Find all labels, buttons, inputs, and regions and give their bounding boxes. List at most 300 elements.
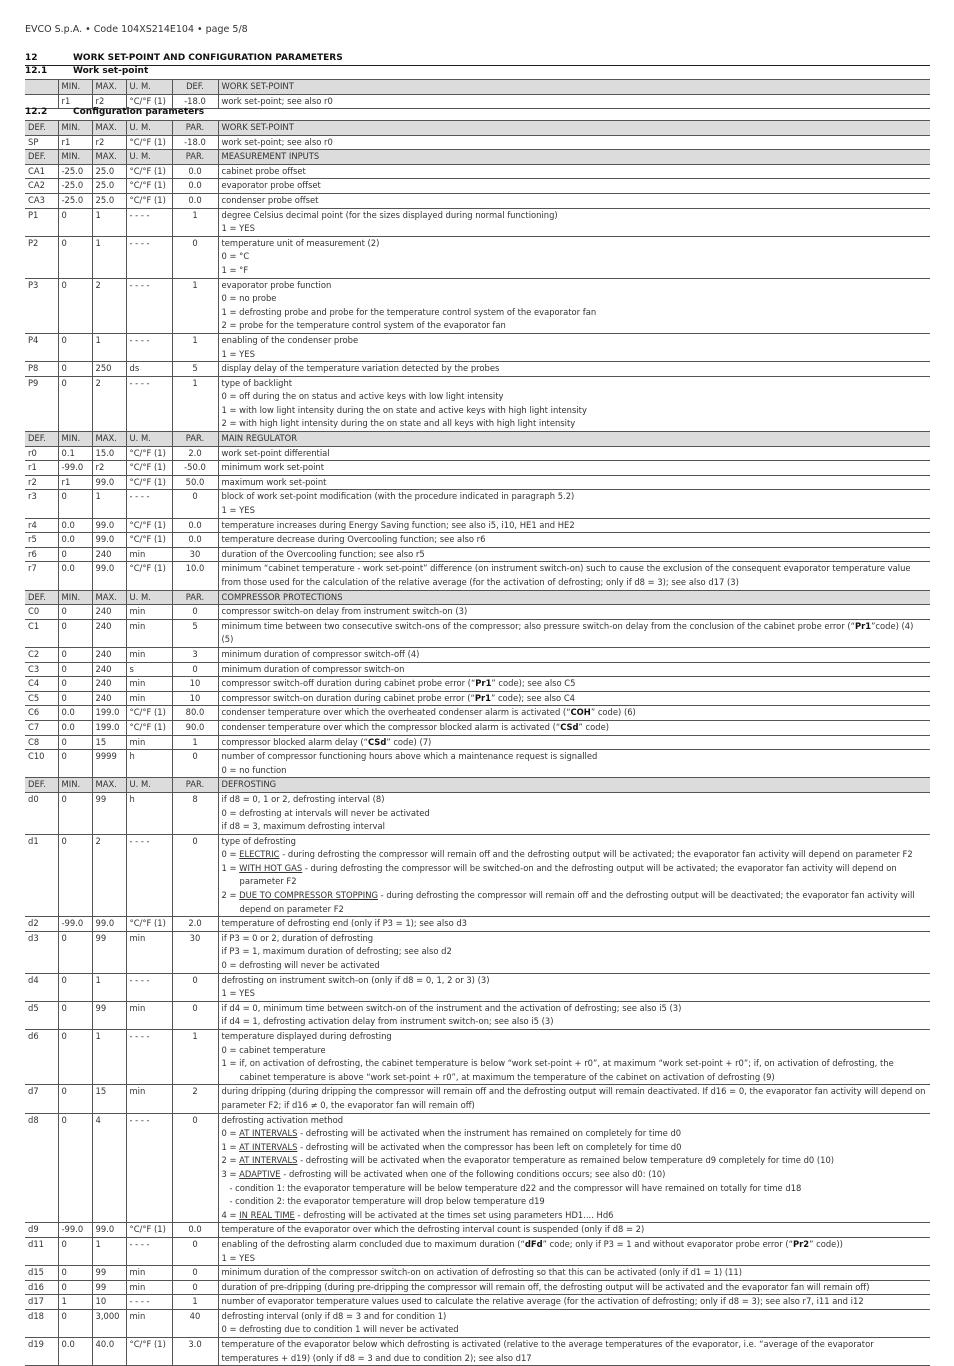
- table-row: [25, 236, 930, 278]
- table-row: [25, 931, 930, 973]
- min-value-cell: 0: [58, 1001, 92, 1029]
- description-option: [222, 848, 928, 862]
- max-value-cell: 99.0: [92, 1223, 126, 1238]
- param-code-cell: d0: [25, 792, 58, 834]
- description-line: 1 = YES: [221, 1252, 255, 1263]
- default-value-cell: 3: [172, 647, 218, 662]
- max-value-cell: 1: [92, 1237, 126, 1265]
- description-cell: evaporator probe offset: [218, 179, 930, 194]
- description-cell: display delay of the temperature variation detected by the probes: [218, 362, 930, 377]
- option-text: - defrosting will be activated when the evaporator temperature as remained below temperature d9 completely for time d0 (10): [297, 1155, 835, 1166]
- unit-cell: min: [126, 605, 172, 620]
- param-code-cell: d8: [25, 1113, 58, 1223]
- description-line: 0 = cabinet temperature: [221, 1044, 326, 1055]
- param-code-cell: C5: [25, 691, 58, 706]
- min-value-cell: MIN.: [58, 121, 92, 136]
- description-option: [222, 1141, 928, 1155]
- section-12-2-heading: [25, 107, 930, 117]
- default-value-cell: 0: [172, 490, 218, 518]
- text: enabling of the defrosting alarm concluded due to maximum duration (“: [221, 1238, 525, 1249]
- error-code: CSd: [367, 736, 387, 747]
- description-line: [222, 692, 928, 706]
- table-row: [25, 475, 930, 490]
- option-name: ADAPTIVE: [239, 1168, 281, 1179]
- error-code: Pr1: [474, 692, 491, 703]
- error-code: Pr2: [793, 1238, 810, 1249]
- max-value-cell: 2: [92, 278, 126, 333]
- unit-cell: °C/°F (1): [126, 461, 172, 476]
- table-row: [25, 193, 930, 208]
- max-value-cell: 240: [92, 547, 126, 562]
- max-value-cell: 15: [92, 735, 126, 750]
- unit-cell: min: [126, 1280, 172, 1295]
- default-value-cell: 1: [172, 1030, 218, 1085]
- table-row: [25, 647, 930, 662]
- param-code-cell: SP: [25, 135, 58, 150]
- table-header-row: [25, 432, 930, 447]
- table-row: [25, 490, 930, 518]
- description-cell: COMPRESSOR PROTECTIONS: [218, 590, 930, 605]
- unit-cell: - - - -: [126, 208, 172, 236]
- text: ” code; only if P3 = 1 and without evaporator probe error (“: [542, 1238, 794, 1249]
- table-row: [25, 706, 930, 721]
- description-cell: number of evaporator temperature values used to calculate the relative average (for the activation of defrosting; only if d8 = 3); see also r7, i11 and i12: [218, 1295, 930, 1310]
- description-line: if d4 = 1, defrosting activation delay from instrument switch-on; see also i5 (3): [221, 1016, 554, 1027]
- min-value-cell: 0: [58, 677, 92, 692]
- description-line: temperature displayed during defrosting: [221, 1031, 392, 1041]
- description-cell: [218, 376, 930, 431]
- table-row: [25, 735, 930, 750]
- min-value-cell: -99.0: [58, 917, 92, 932]
- max-value-cell: 99: [92, 931, 126, 973]
- default-value-cell: PAR.: [172, 150, 218, 165]
- param-code-cell: r5: [25, 533, 58, 548]
- unit-cell: - - - -: [126, 1030, 172, 1085]
- unit-cell: min: [126, 647, 172, 662]
- option-prefix: 1 =: [221, 862, 240, 873]
- option-name: IN REAL TIME: [239, 1209, 295, 1220]
- table-row: [25, 547, 930, 562]
- description-cell: minimum duration of compressor switch-off (4): [218, 647, 930, 662]
- description-line: if P3 = 0 or 2, duration of defrosting: [221, 932, 374, 943]
- option-name: DUE TO COMPRESSOR STOPPING: [239, 890, 378, 901]
- param-code-cell: C7: [25, 720, 58, 735]
- text: condenser temperature over which the overheated condenser alarm is activated (“: [221, 707, 571, 718]
- table-row: [25, 533, 930, 548]
- description-line: 2 = with high light intensity during the on state and all keys with high light intensity: [221, 418, 576, 429]
- section-title: WORK SET-POINT AND CONFIGURATION PARAMETERS: [73, 53, 343, 63]
- table-header-row: [25, 80, 930, 95]
- table-row: [25, 1113, 930, 1223]
- min-value-cell: r1: [58, 135, 92, 150]
- unit-cell: - - - -: [126, 1295, 172, 1310]
- table-row: [25, 446, 930, 461]
- description-option: [222, 1168, 928, 1182]
- description-line: [222, 721, 928, 735]
- max-value-cell: 199.0: [92, 720, 126, 735]
- max-value-cell: 99.0: [92, 562, 126, 590]
- max-value-cell: 40.0: [92, 1338, 126, 1366]
- description-option: [222, 889, 928, 916]
- default-value-cell: 0: [172, 236, 218, 278]
- description-option: [222, 1127, 928, 1141]
- default-value-cell: 0: [172, 1280, 218, 1295]
- param-code-cell: [25, 80, 58, 95]
- table-row: [25, 1085, 930, 1113]
- description-cell: condenser probe offset: [218, 193, 930, 208]
- param-code-cell: r6: [25, 547, 58, 562]
- default-value-cell: 10: [172, 691, 218, 706]
- unit-cell: °C/°F (1): [126, 917, 172, 932]
- unit-cell: - - - -: [126, 236, 172, 278]
- max-value-cell: MAX.: [92, 432, 126, 447]
- description-cell: temperature of defrosting end (only if P3 = 1); see also d3: [218, 917, 930, 932]
- option-text: - during defrosting the compressor will remain off and the defrosting output will be activated; the evaporator fan activity will depend on parameter F2: [279, 849, 913, 860]
- param-code-cell: DEF.: [25, 150, 58, 165]
- default-value-cell: 2: [172, 1085, 218, 1113]
- description-line: if P3 = 1, maximum duration of defrosting; see also d2: [221, 946, 452, 957]
- param-code-cell: r2: [25, 475, 58, 490]
- max-value-cell: 99: [92, 1266, 126, 1281]
- table-row: [25, 208, 930, 236]
- unit-cell: U. M.: [126, 121, 172, 136]
- description-line: 0 = defrosting will never be activated: [221, 960, 380, 971]
- description-line: if d8 = 0, 1 or 2, defrosting interval (8): [221, 793, 385, 804]
- section-number: 12: [25, 53, 38, 63]
- max-value-cell: 4: [92, 1113, 126, 1223]
- param-code-cell: d1: [25, 834, 58, 917]
- table-row: [25, 1295, 930, 1310]
- table-row: [25, 677, 930, 692]
- description-condition: - condition 1: the evaporator temperature will be below temperature d22 and the compressor will have remained on totally for time d18: [229, 1182, 802, 1193]
- table-row: [25, 834, 930, 917]
- max-value-cell: 3,000: [92, 1309, 126, 1337]
- param-code-cell: d19: [25, 1338, 58, 1366]
- default-value-cell: 5: [172, 619, 218, 647]
- min-value-cell: 0: [58, 750, 92, 778]
- description-cell: [218, 931, 930, 973]
- section-number: 12.1: [25, 66, 48, 76]
- default-value-cell: 0: [172, 662, 218, 677]
- description-line: [222, 620, 928, 647]
- description-cell: temperature of the evaporator over which the defrosting interval count is suspended (only if d8 = 2): [218, 1223, 930, 1238]
- param-code-cell: P3: [25, 278, 58, 333]
- option-text: - during defrosting the compressor will be switched-on and the defrosting output will be activated; the evaporator fan activity will depend on parameter F2: [239, 862, 897, 887]
- default-value-cell: 30: [172, 931, 218, 973]
- description-line: enabling of the condenser probe: [221, 334, 359, 345]
- max-value-cell: 240: [92, 605, 126, 620]
- description-cell: work set-point; see also r0: [218, 94, 930, 109]
- description-line: defrosting interval (only if d8 = 3 and for condition 1): [221, 1310, 447, 1321]
- min-value-cell: 0: [58, 236, 92, 278]
- text: ” code); see also C5: [491, 678, 576, 689]
- unit-cell: °C/°F (1): [126, 94, 172, 109]
- default-value-cell: -50.0: [172, 461, 218, 476]
- description-cell: [218, 973, 930, 1001]
- param-code-cell: d18: [25, 1309, 58, 1337]
- unit-cell: min: [126, 547, 172, 562]
- default-value-cell: 1: [172, 208, 218, 236]
- text: compressor blocked alarm delay (“: [221, 736, 368, 747]
- min-value-cell: MIN.: [58, 432, 92, 447]
- max-value-cell: 1: [92, 490, 126, 518]
- option-text: - defrosting will be activated at the times set using parameters HD1.... Hd6: [294, 1209, 614, 1220]
- min-value-cell: MIN.: [58, 590, 92, 605]
- configuration-parameters-table: [25, 120, 930, 1366]
- min-value-cell: 0: [58, 376, 92, 431]
- description-cell: [218, 720, 930, 735]
- description-line: temperature unit of measurement (2): [221, 237, 380, 248]
- default-value-cell: 5: [172, 362, 218, 377]
- param-code-cell: P8: [25, 362, 58, 377]
- default-value-cell: 0: [172, 1001, 218, 1029]
- unit-cell: °C/°F (1): [126, 518, 172, 533]
- default-value-cell: 1: [172, 333, 218, 361]
- table-row: [25, 1266, 930, 1281]
- option-name: AT INTERVALS: [239, 1155, 298, 1166]
- min-value-cell: MIN.: [58, 80, 92, 95]
- description-line: 0 = °C: [221, 251, 250, 262]
- description-cell: minimum duration of compressor switch-on: [218, 662, 930, 677]
- min-value-cell: 0.1: [58, 446, 92, 461]
- max-value-cell: MAX.: [92, 80, 126, 95]
- min-value-cell: -25.0: [58, 179, 92, 194]
- max-value-cell: 1: [92, 208, 126, 236]
- max-value-cell: 15: [92, 1085, 126, 1113]
- unit-cell: - - - -: [126, 834, 172, 917]
- table-row: [25, 1309, 930, 1337]
- text: compressor switch-on duration during cabinet probe error (“: [221, 692, 475, 703]
- default-value-cell: 3.0: [172, 1338, 218, 1366]
- section-12-heading: [25, 53, 930, 63]
- min-value-cell: 1: [58, 1295, 92, 1310]
- min-value-cell: -99.0: [58, 1223, 92, 1238]
- unit-cell: - - - -: [126, 333, 172, 361]
- description-cell: WORK SET-POINT: [218, 80, 930, 95]
- min-value-cell: 0: [58, 834, 92, 917]
- unit-cell: U. M.: [126, 432, 172, 447]
- max-value-cell: MAX.: [92, 150, 126, 165]
- description-option: [222, 1154, 928, 1168]
- max-value-cell: 10: [92, 1295, 126, 1310]
- min-value-cell: 0.0: [58, 706, 92, 721]
- param-code-cell: r4: [25, 518, 58, 533]
- description-line: [222, 706, 928, 720]
- min-value-cell: r1: [58, 94, 92, 109]
- param-code-cell: d4: [25, 973, 58, 1001]
- max-value-cell: 25.0: [92, 193, 126, 208]
- error-code: Pr1: [854, 620, 872, 631]
- text: ” code) (6): [590, 707, 636, 718]
- option-text: - defrosting will be activated when the compressor has been left on completely for time d0: [297, 1141, 682, 1152]
- param-code-cell: P2: [25, 236, 58, 278]
- option-prefix: 2 =: [221, 890, 240, 901]
- description-line: if d8 = 3, maximum defrosting interval: [221, 821, 385, 832]
- table-row: [25, 1338, 930, 1366]
- param-code-cell: d2: [25, 917, 58, 932]
- max-value-cell: r2: [92, 94, 126, 109]
- unit-cell: °C/°F (1): [126, 475, 172, 490]
- description-cell: work set-point differential: [218, 446, 930, 461]
- default-value-cell: 2.0: [172, 917, 218, 932]
- default-value-cell: 10: [172, 677, 218, 692]
- description-line: 1 = YES: [221, 505, 255, 516]
- param-code-cell: C4: [25, 677, 58, 692]
- max-value-cell: 250: [92, 362, 126, 377]
- option-name: AT INTERVALS: [239, 1141, 298, 1152]
- default-value-cell: PAR.: [172, 121, 218, 136]
- unit-cell: min: [126, 1001, 172, 1029]
- table-row: [25, 179, 930, 194]
- default-value-cell: 0.0: [172, 179, 218, 194]
- description-option: 1 = if, on activation of defrosting, the cabinet temperature is below “work set-point + r0”, at maximum “work set-point + r0”; if, on activation of defrosting, the cabinet temperature is above “work set-point + r0”, at maximum the temperature of the cabinet on activation of defrosting (9): [221, 1058, 894, 1082]
- text: minimum time between two consecutive switch-ons of the compressor; also pressure switch-on delay from the conclusion of the cabinet probe error (“: [221, 620, 855, 631]
- param-code-cell: r3: [25, 490, 58, 518]
- section-title: Configuration parameters: [73, 107, 205, 117]
- text: ” code); see also C4: [490, 692, 576, 703]
- min-value-cell: -99.0: [58, 461, 92, 476]
- unit-cell: °C/°F (1): [126, 193, 172, 208]
- table-row: [25, 619, 930, 647]
- text: compressor switch-off duration during cabinet probe error (“: [221, 678, 476, 689]
- default-value-cell: 1: [172, 376, 218, 431]
- table-row: [25, 1237, 930, 1265]
- error-code: CSd: [560, 721, 579, 732]
- min-value-cell: 0.0: [58, 533, 92, 548]
- max-value-cell: 99: [92, 1001, 126, 1029]
- min-value-cell: 0: [58, 1309, 92, 1337]
- min-value-cell: r1: [58, 475, 92, 490]
- min-value-cell: 0.0: [58, 720, 92, 735]
- default-value-cell: 90.0: [172, 720, 218, 735]
- description-line: number of compressor functioning hours above which a maintenance request is signalled: [221, 751, 598, 762]
- description-cell: [218, 490, 930, 518]
- min-value-cell: 0: [58, 490, 92, 518]
- description-cell: [218, 750, 930, 778]
- min-value-cell: 0: [58, 619, 92, 647]
- unit-cell: s: [126, 662, 172, 677]
- description-cell: minimum “cabinet temperature - work set-point” difference (on instrument switch-on) such to cause the exclusion of the consequent evaporator temperature value from those used for the calculation of the relative average (for the activation of defrosting; only if d8 = 3); see also d17 (3): [218, 562, 930, 590]
- option-name: ELECTRIC: [239, 849, 280, 860]
- description-line: type of backlight: [221, 377, 293, 388]
- param-code-cell: d3: [25, 931, 58, 973]
- option-prefix: 4 =: [221, 1209, 240, 1220]
- max-value-cell: 25.0: [92, 164, 126, 179]
- description-line: [222, 736, 928, 750]
- max-value-cell: 240: [92, 619, 126, 647]
- param-code-cell: C8: [25, 735, 58, 750]
- table-header-row: [25, 150, 930, 165]
- description-cell: [218, 1030, 930, 1085]
- max-value-cell: 99.0: [92, 518, 126, 533]
- param-code-cell: d11: [25, 1237, 58, 1265]
- unit-cell: min: [126, 677, 172, 692]
- max-value-cell: MAX.: [92, 121, 126, 136]
- description-cell: temperature of the evaporator below which defrosting is activated (relative to the average temperatures of the evaporator, i.e. “average of the evaporator temperatures + d19) (only if d8 = 3 and due to condition 2); see also d17: [218, 1338, 930, 1366]
- table-row: [25, 1223, 930, 1238]
- max-value-cell: 15.0: [92, 446, 126, 461]
- param-code-cell: d5: [25, 1001, 58, 1029]
- section-title: Work set-point: [73, 66, 149, 76]
- table-row: [25, 461, 930, 476]
- table-row: [25, 518, 930, 533]
- min-value-cell: 0.0: [58, 1338, 92, 1366]
- unit-cell: - - - -: [126, 973, 172, 1001]
- table-row: [25, 333, 930, 361]
- description-cell: [218, 706, 930, 721]
- param-code-cell: C10: [25, 750, 58, 778]
- description-line: 1 = YES: [221, 988, 255, 999]
- description-cell: [218, 208, 930, 236]
- table-row: [25, 278, 930, 333]
- unit-cell: - - - -: [126, 376, 172, 431]
- table-row: [25, 973, 930, 1001]
- max-value-cell: 1: [92, 333, 126, 361]
- param-code-cell: C0: [25, 605, 58, 620]
- text: ”code) (4) (5): [221, 620, 914, 645]
- param-code-cell: C2: [25, 647, 58, 662]
- default-value-cell: 0: [172, 605, 218, 620]
- param-code-cell: CA3: [25, 193, 58, 208]
- table-row: [25, 562, 930, 590]
- max-value-cell: 9999: [92, 750, 126, 778]
- default-value-cell: 80.0: [172, 706, 218, 721]
- min-value-cell: 0: [58, 1030, 92, 1085]
- max-value-cell: MAX.: [92, 590, 126, 605]
- description-cell: duration of the Overcooling function; see also r5: [218, 547, 930, 562]
- option-name: AT INTERVALS: [239, 1128, 298, 1139]
- max-value-cell: 240: [92, 662, 126, 677]
- description-line: 0 = no probe: [221, 293, 277, 304]
- max-value-cell: 99.0: [92, 533, 126, 548]
- max-value-cell: 199.0: [92, 706, 126, 721]
- description-line: 1 = YES: [221, 223, 255, 234]
- max-value-cell: 1: [92, 236, 126, 278]
- param-code-cell: d15: [25, 1266, 58, 1281]
- section-number: 12.2: [25, 107, 48, 117]
- min-value-cell: MIN.: [58, 778, 92, 793]
- default-value-cell: PAR.: [172, 778, 218, 793]
- param-code-cell: r0: [25, 446, 58, 461]
- param-code-cell: C3: [25, 662, 58, 677]
- description-line: [222, 677, 928, 691]
- description-cell: [218, 1309, 930, 1337]
- unit-cell: min: [126, 691, 172, 706]
- default-value-cell: 0: [172, 1237, 218, 1265]
- description-line: 1 = defrosting probe and probe for the temperature control system of the evaporator fan: [221, 306, 597, 317]
- description-line: if d4 = 0, minimum time between switch-on of the instrument and the activation of defrosting; see also i5 (3): [221, 1002, 682, 1013]
- error-code: Pr1: [475, 678, 492, 689]
- param-code-cell: P1: [25, 208, 58, 236]
- max-value-cell: r2: [92, 135, 126, 150]
- unit-cell: °C/°F (1): [126, 533, 172, 548]
- param-code-cell: d9: [25, 1223, 58, 1238]
- table-header-row: [25, 121, 930, 136]
- default-value-cell: 0: [172, 750, 218, 778]
- default-value-cell: 0.0: [172, 164, 218, 179]
- description-condition: - condition 2: the evaporator temperature will drop below temperature d19: [229, 1196, 545, 1207]
- description-cell: WORK SET-POINT: [218, 121, 930, 136]
- unit-cell: min: [126, 619, 172, 647]
- default-value-cell: 0.0: [172, 193, 218, 208]
- description-cell: [218, 236, 930, 278]
- param-code-cell: DEF.: [25, 778, 58, 793]
- unit-cell: °C/°F (1): [126, 720, 172, 735]
- max-value-cell: 1: [92, 973, 126, 1001]
- unit-cell: ds: [126, 362, 172, 377]
- default-value-cell: 30: [172, 547, 218, 562]
- description-cell: [218, 677, 930, 692]
